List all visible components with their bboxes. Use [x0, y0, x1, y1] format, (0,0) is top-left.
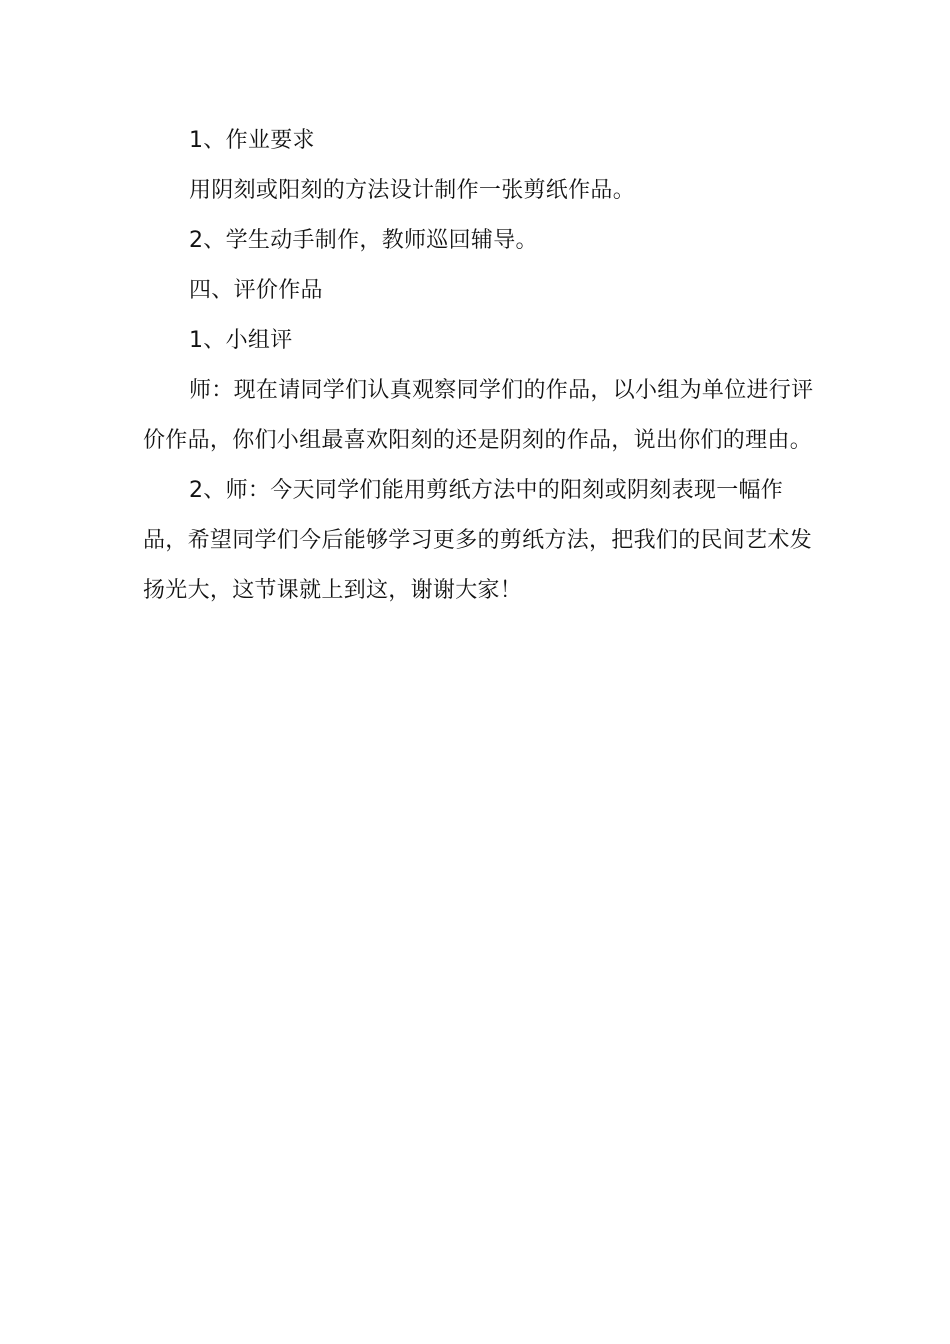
paragraph-teacher-closing: 2、师：今天同学们能用剪纸方法中的阳刻或阴刻表现一幅作品，希望同学们今后能够学习更多的剪纸方法，把我们的民间艺术发扬光大，这节课就上到这，谢谢大家！ [143, 478, 813, 603]
paragraph-assignment-requirement: 用阴刻或阳刻的方法设计制作一张剪纸作品。 [189, 178, 636, 203]
paragraph-assignment-heading: 1、作业要求 [189, 128, 315, 153]
paragraph-student-practice: 2、学生动手制作，教师巡回辅导。 [189, 228, 538, 253]
section-heading-evaluation: 四、评价作品 [189, 278, 323, 303]
document-body [143, 116, 815, 616]
paragraph-teacher-instruction: 师：现在请同学们认真观察同学们的作品，以小组为单位进行评价作品，你们小组最喜欢阳刻的还是阴刻的作品，说出你们的理由。 [143, 378, 814, 453]
paragraph-group-evaluation-heading: 1、小组评 [189, 328, 293, 353]
